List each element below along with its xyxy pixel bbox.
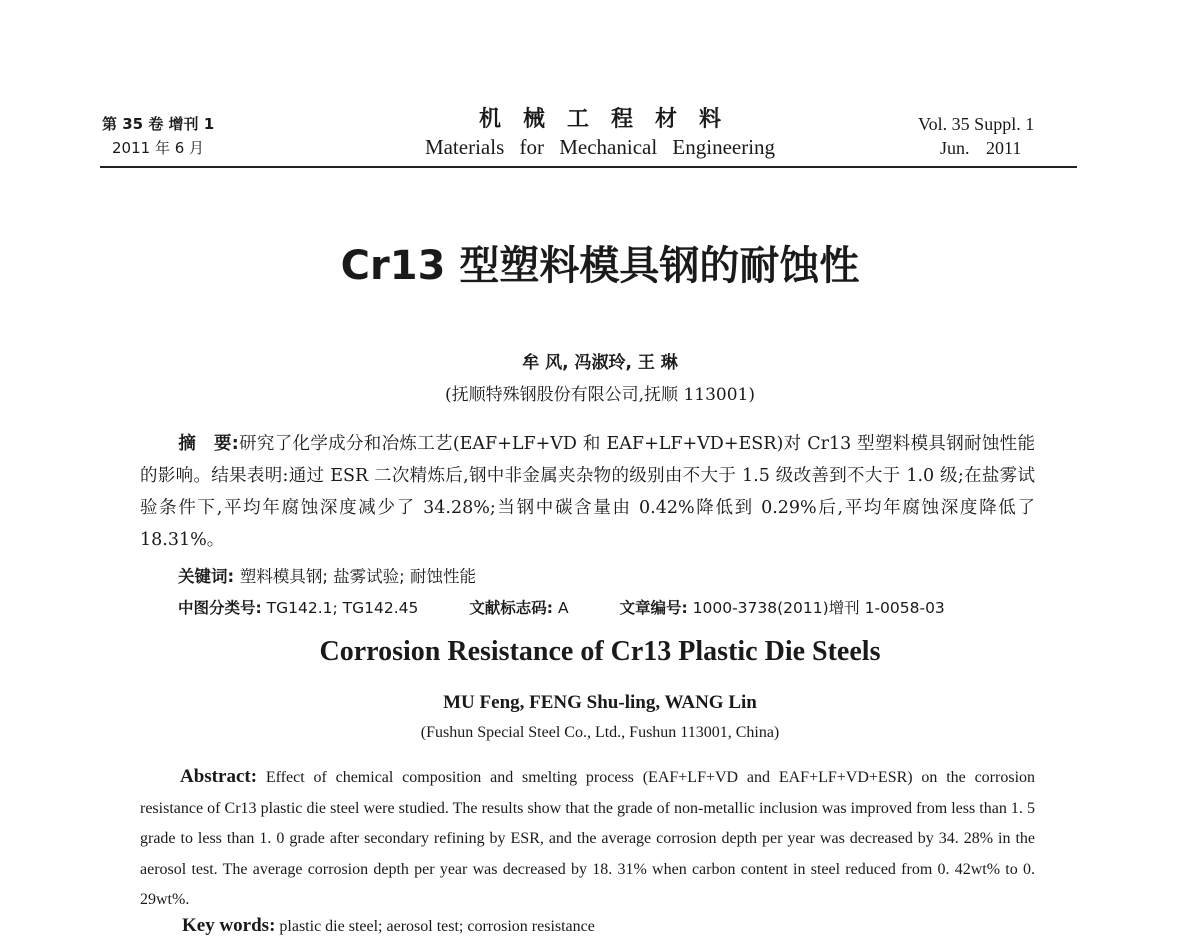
affiliation-cn: (抚顺特殊钢股份有限公司,抚顺 113001) <box>445 385 755 405</box>
doc-code-label: 文献标志码: <box>469 599 553 617</box>
classification-line <box>178 596 945 618</box>
abstract-label-en: Abstract: <box>180 766 258 787</box>
issue-date-en: Jun. 2011 <box>940 138 1022 158</box>
abstract-label-cn: 摘 要: <box>178 434 239 454</box>
article-no-label: 文章编号: <box>619 599 688 617</box>
journal-title-cn: 机械工程材料 <box>478 107 743 132</box>
article-title-cn: Cr13 型塑料模具钢的耐蚀性 <box>340 243 860 289</box>
article-title-en: Corrosion Resistance of Cr13 Plastic Die Steels <box>319 636 881 667</box>
volume-en: Vol. 35 Suppl. 1 <box>918 114 1035 134</box>
journal-title-en: Materials for Mechanical Engineering <box>424 135 776 159</box>
issue-date-cn: 2011 年 6 月 <box>112 139 205 157</box>
header-rule <box>100 166 1077 168</box>
abstract-text-cn: 研究了化学成分和冶炼工艺(EAF+LF+VD 和 EAF+LF+VD+ESR)对 Cr13 型塑料模具钢耐蚀性能的影响。结果表明:通过 ESR 二次精炼后,钢中非金属夹杂物的级别由不大于 1.5 级改善到不大于 1.0 级;在盐雾试验条件下,平均年腐蚀深度减少了 34.28%;当钢中碳含量由 0.42%降低到 0.29%后,平均年腐蚀深度降低了 18.31%。 <box>140 434 1035 550</box>
authors-cn: 牟 风, 冯淑玲, 王 琳 <box>522 353 678 373</box>
issue-info-en <box>918 112 1034 160</box>
keywords-text-en: plastic die steel; aerosol test; corrosion resistance <box>279 918 595 935</box>
keywords-en <box>182 915 595 937</box>
article-no-value: 1000-3738(2011)增刊 1-0058-03 <box>692 599 945 617</box>
keywords-cn <box>178 563 476 587</box>
authors-en: MU Feng, FENG Shu-ling, WANG Lin <box>443 692 757 713</box>
doc-code-value: A <box>557 599 569 617</box>
abstract-text-en: Effect of chemical composition and smelting process (EAF+LF+VD and EAF+LF+VD+ESR) on the corrosion resistance of Cr13 plastic die steel were studied. The results show that the grade of non-metallic inclusion was improved from less than 1. 5 grade to less than 1. 0 grade after secondary refining by ESR, and the average corrosion depth per year was decreased by 34. 28% in the aerosol test. The average corrosion depth per year was decreased by 18. 31% when carbon content in steel reduced from 0. 42wt% to 0. 29wt%. <box>140 769 1036 908</box>
keywords-label-en: Key words: <box>182 915 276 936</box>
affiliation-en: (Fushun Special Steel Co., Ltd., Fushun 113001, China) <box>420 724 780 741</box>
keywords-text-cn: 塑料模具钢; 盐雾试验; 耐蚀性能 <box>239 567 476 586</box>
abstract-cn <box>140 428 1035 556</box>
abstract-en <box>140 762 1035 916</box>
issue-number-cn: 第 35 卷 增刊 1 <box>102 115 215 133</box>
clc-label: 中图分类号: <box>178 599 262 617</box>
clc-value: TG142.1; TG142.45 <box>266 599 419 617</box>
keywords-label-cn: 关键词: <box>178 567 235 586</box>
